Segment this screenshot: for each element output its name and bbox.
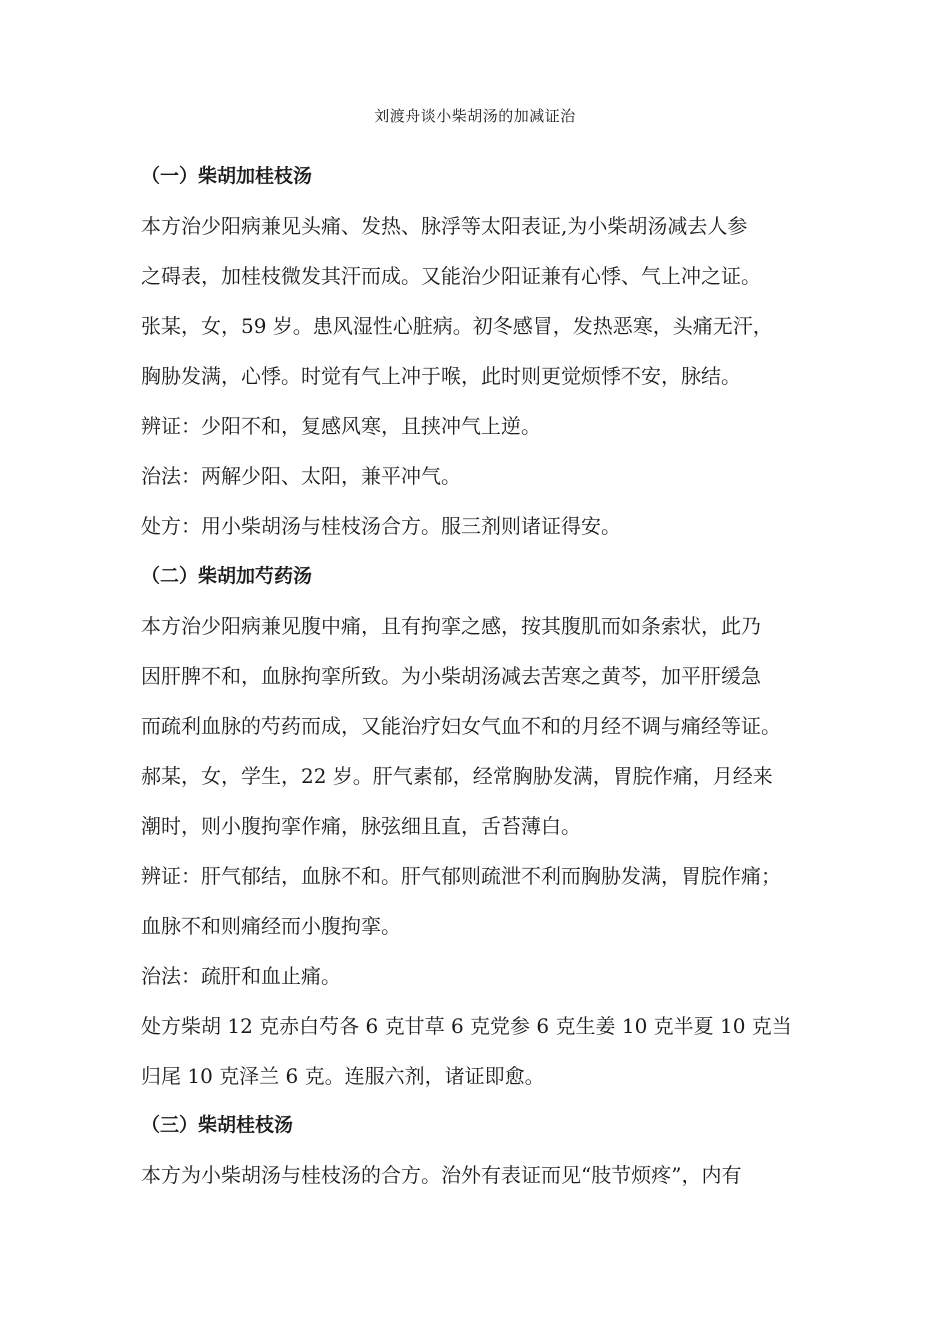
paragraph-line: 处方柴胡 12 克赤白芍各 6 克甘草 6 克党参 6 克生姜 10 克半夏 10 克当 bbox=[141, 1014, 792, 1038]
paragraph-line: 治法：两解少阳、太阳，兼平冲气。 bbox=[141, 464, 461, 488]
paragraph-line: 张某，女，59 岁。患风湿性心脏病。初冬感冒，发热恶寒，头痛无汗， bbox=[141, 314, 773, 338]
paragraph-line: 郝某，女，学生，22 岁。肝气素郁，经常胸胁发满，胃脘作痛，月经来 bbox=[141, 764, 773, 788]
paragraph-line: 胸胁发满，心悸。时觉有气上冲于喉，此时则更觉烦悸不安，脉结。 bbox=[141, 364, 741, 388]
paragraph-line: 血脉不和则痛经而小腹拘挛。 bbox=[141, 914, 401, 938]
section-heading: （三）柴胡桂枝汤 bbox=[141, 1114, 294, 1136]
paragraph-line: 本方为小柴胡汤与桂枝汤的合方。治外有表证而见“肢节烦疼”，内有 bbox=[141, 1163, 742, 1187]
section-heading: （二）柴胡加芍药汤 bbox=[141, 565, 313, 587]
paragraph-line: 归尾 10 克泽兰 6 克。连服六剂，诸证即愈。 bbox=[141, 1064, 545, 1088]
paragraph-line: 潮时，则小腹拘挛作痛，脉弦细且直，舌苔薄白。 bbox=[141, 814, 581, 838]
paragraph-line: 而疏利血脉的芍药而成，又能治疗妇女气血不和的月经不调与痛经等证。 bbox=[141, 714, 781, 738]
paragraph-line: 本方治少阳病兼见头痛、发热、脉浮等太阳表证,为小柴胡汤减去人参 bbox=[141, 214, 748, 238]
section-heading: （一）柴胡加桂枝汤 bbox=[141, 165, 313, 187]
paragraph-line: 因肝脾不和，血脉拘挛所致。为小柴胡汤减去苦寒之黄芩，加平肝缓急 bbox=[141, 664, 761, 688]
paragraph-line: 本方治少阳病兼见腹中痛，且有拘挛之感，按其腹肌而如条索状，此乃 bbox=[141, 614, 761, 638]
paragraph-line: 治法：疏肝和血止痛。 bbox=[141, 964, 341, 988]
paragraph-line: 辨证：肝气郁结，血脉不和。肝气郁则疏泄不利而胸胁发满，胃脘作痛； bbox=[141, 864, 781, 888]
paragraph-line: 辨证：少阳不和，复感风寒，且挟冲气上逆。 bbox=[141, 414, 541, 438]
document-title: 刘渡舟谈小柴胡汤的加减证治 bbox=[374, 107, 576, 125]
paragraph-line: 处方：用小柴胡汤与桂枝汤合方。服三剂则诸证得安。 bbox=[141, 514, 621, 538]
paragraph-line: 之碍表，加桂枝微发其汗而成。又能治少阳证兼有心悸、气上冲之证。 bbox=[141, 264, 761, 288]
